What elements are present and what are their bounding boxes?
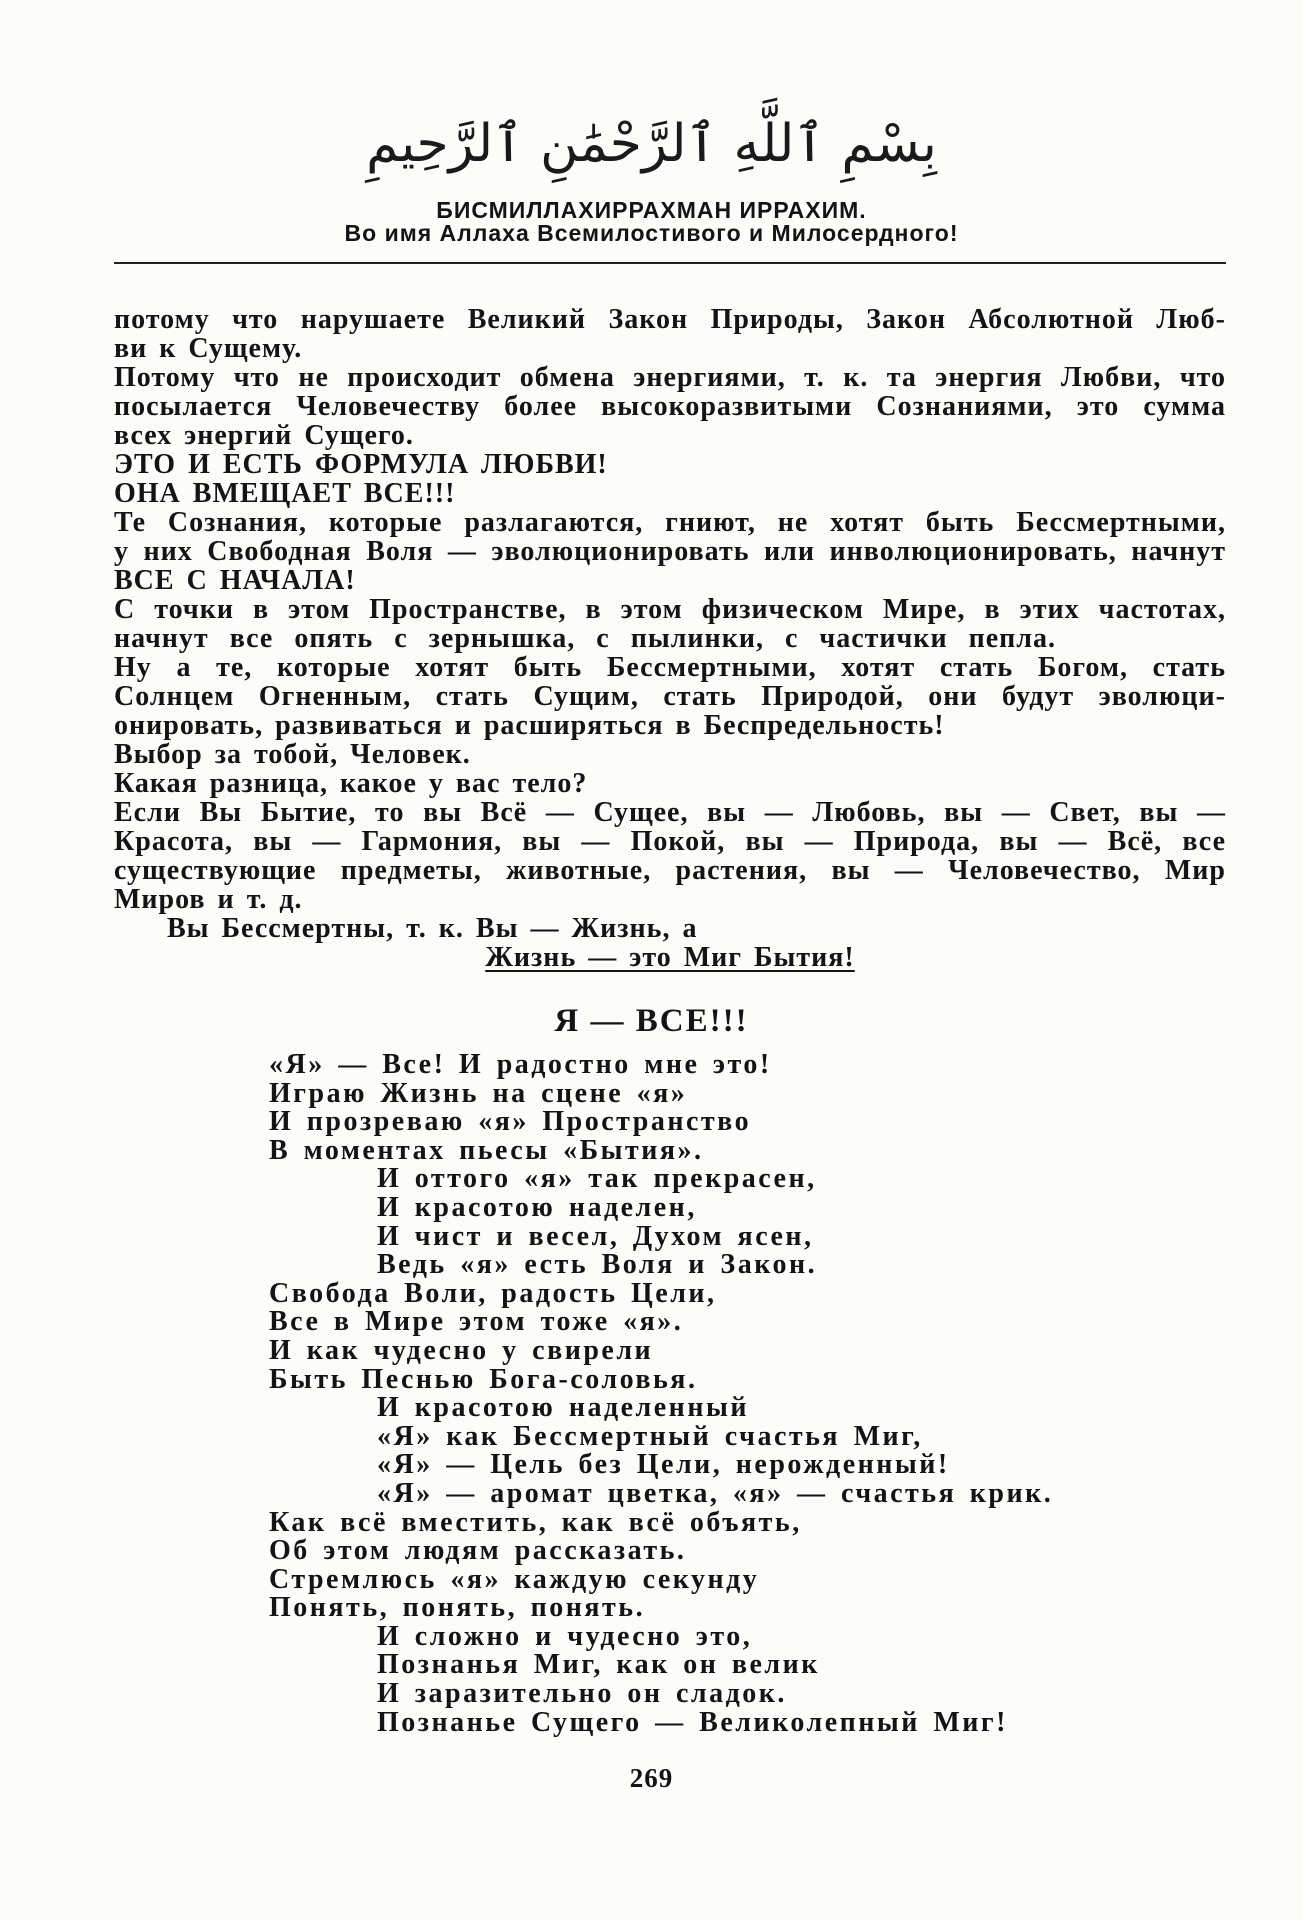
poem-line: И чист и весел, Духом ясен, — [377, 1220, 814, 1252]
poem-title: Я — ВСЕ!!! — [554, 1003, 749, 1039]
body-text-line: посылается Человечеству более высокоразвитыми Сознаниями, это сумма — [114, 391, 1226, 422]
poem-line: Познанье Сущего — Великолепный Миг! — [377, 1706, 1008, 1738]
poem-line: И оттого «я» так прекрасен, — [377, 1163, 817, 1195]
body-text-line: Какая разница, какое у вас тело? — [114, 768, 588, 799]
body-text-line: С точки в этом Пространстве, в этом физическом Мире, в этих частотах, — [114, 594, 1226, 625]
body-text-line: ви к Сущему. — [114, 333, 303, 364]
poem-line: «Я» — аромат цветка, «я» — счастья крик. — [377, 1477, 1054, 1509]
poem-line: «Я» как Бессмертный счастья Миг, — [377, 1420, 923, 1452]
body-text-line: ОНА ВМЕЩАЕТ ВСЕ!!! — [114, 478, 456, 509]
body-text-line: Если Вы Бытие, то вы Всё — Сущее, вы — Любовь, вы — Свет, вы — — [114, 797, 1226, 828]
body-text-line: Красота, вы — Гармония, вы — Покой, вы — Природа, вы — Всё, все — [114, 826, 1226, 857]
poem-stanza — [0, 1506, 1303, 1624]
poem-line: И красотою наделенный — [377, 1392, 749, 1424]
basmala-transliteration: БИСМИЛЛАХИРРАХМАН ИРРАХИМ. — [436, 197, 867, 223]
poem-stanza — [0, 1620, 1303, 1738]
poem-line: В моментах пьесы «Бытия». — [269, 1134, 704, 1166]
poem-line: Свобода Воли, радость Цели, — [269, 1277, 717, 1309]
body-text-line: у них Свободная Воля — эволюционировать или инволюционировать, начнут — [114, 536, 1226, 567]
poem-line: И прозреваю «я» Пространство — [269, 1106, 752, 1138]
emphasis-line: Жизнь — это Миг Бытия! — [485, 942, 855, 973]
header-divider — [114, 262, 1226, 264]
poem-line: Как всё вместить, как всё объять, — [269, 1506, 802, 1538]
poem-line: Стремлюсь «я» каждую секунду — [269, 1563, 760, 1595]
poem-stanza — [0, 1394, 1303, 1508]
poem-stanza — [0, 1277, 1303, 1395]
body-text-line: Миров и т. д. — [114, 884, 303, 915]
poem-line: Понять, понять, понять. — [269, 1592, 646, 1624]
body-text-line: существующие предметы, животные, растения, вы — Человечество, Мир — [114, 855, 1226, 886]
basmala-calligraphy: بِسْمِ ٱللَّهِ ٱلرَّحْمَٰنِ ٱلرَّحِيمِ — [366, 114, 937, 174]
poem-line: Все в Мире этом тоже «я». — [269, 1306, 684, 1338]
poem-line: Играю Жизнь на сцене «я» — [269, 1077, 688, 1109]
poem-line: «Я» — Цель без Цели, нерожденный! — [377, 1449, 950, 1481]
body-text-line: Потому что не происходит обмена энергиями, т. к. та энергия Любви, что — [114, 362, 1226, 393]
poem-line: И красотою наделен, — [377, 1191, 697, 1223]
poem-line: Об этом людям рассказать. — [269, 1535, 687, 1567]
body-text-line: Выбор за тобой, Человек. — [114, 739, 471, 770]
poem-line: И как чудесно у свирели — [269, 1334, 654, 1366]
body-text-line: Ну а те, которые хотят быть Бессмертными, хотят стать Богом, стать — [114, 652, 1226, 683]
page-number: 269 — [629, 1763, 674, 1793]
poem-line: Ведь «я» есть Воля и Закон. — [377, 1249, 818, 1281]
body-text-line: ВСЕ С НАЧАЛА! — [114, 565, 356, 596]
poem-line: Познанья Миг, как он велик — [377, 1649, 820, 1681]
poem-line: Быть Песнью Бога-соловья. — [269, 1363, 698, 1395]
poem-line: И сложно и чудесно это, — [377, 1620, 753, 1652]
poem-line: «Я» — Все! И радостно мне это! — [269, 1049, 772, 1080]
poem — [0, 1051, 1303, 1737]
poem-stanza — [0, 1051, 1303, 1165]
poem-stanza — [0, 1165, 1303, 1279]
body-text-line: Солнцем Огненным, стать Сущим, стать Природой, они будут эволюци- — [114, 681, 1226, 712]
body-text-line: ЭТО И ЕСТЬ ФОРМУЛА ЛЮБВИ! — [114, 449, 608, 480]
basmala-translation: Во имя Аллаха Всемилостивого и Милосердного! — [344, 220, 959, 246]
body-text-line: начнут все опять с зернышка, с пылинки, с частички пепла. — [114, 623, 1056, 654]
body-text-line: потому что нарушаете Великий Закон Природы, Закон Абсолютной Люб- — [114, 304, 1226, 335]
body-text-line: Вы Бессмертны, т. к. Вы — Жизнь, а — [167, 913, 698, 944]
poem-line: И заразительно он сладок. — [377, 1678, 787, 1710]
body-text-line: всех энергий Сущего. — [114, 420, 414, 451]
body-text — [114, 305, 1226, 972]
body-text-line: Те Сознания, которые разлагаются, гниют, не хотят быть Бессмертными, — [114, 507, 1226, 538]
body-text-line: онировать, развиваться и расширяться в Беспредельность! — [114, 710, 945, 741]
